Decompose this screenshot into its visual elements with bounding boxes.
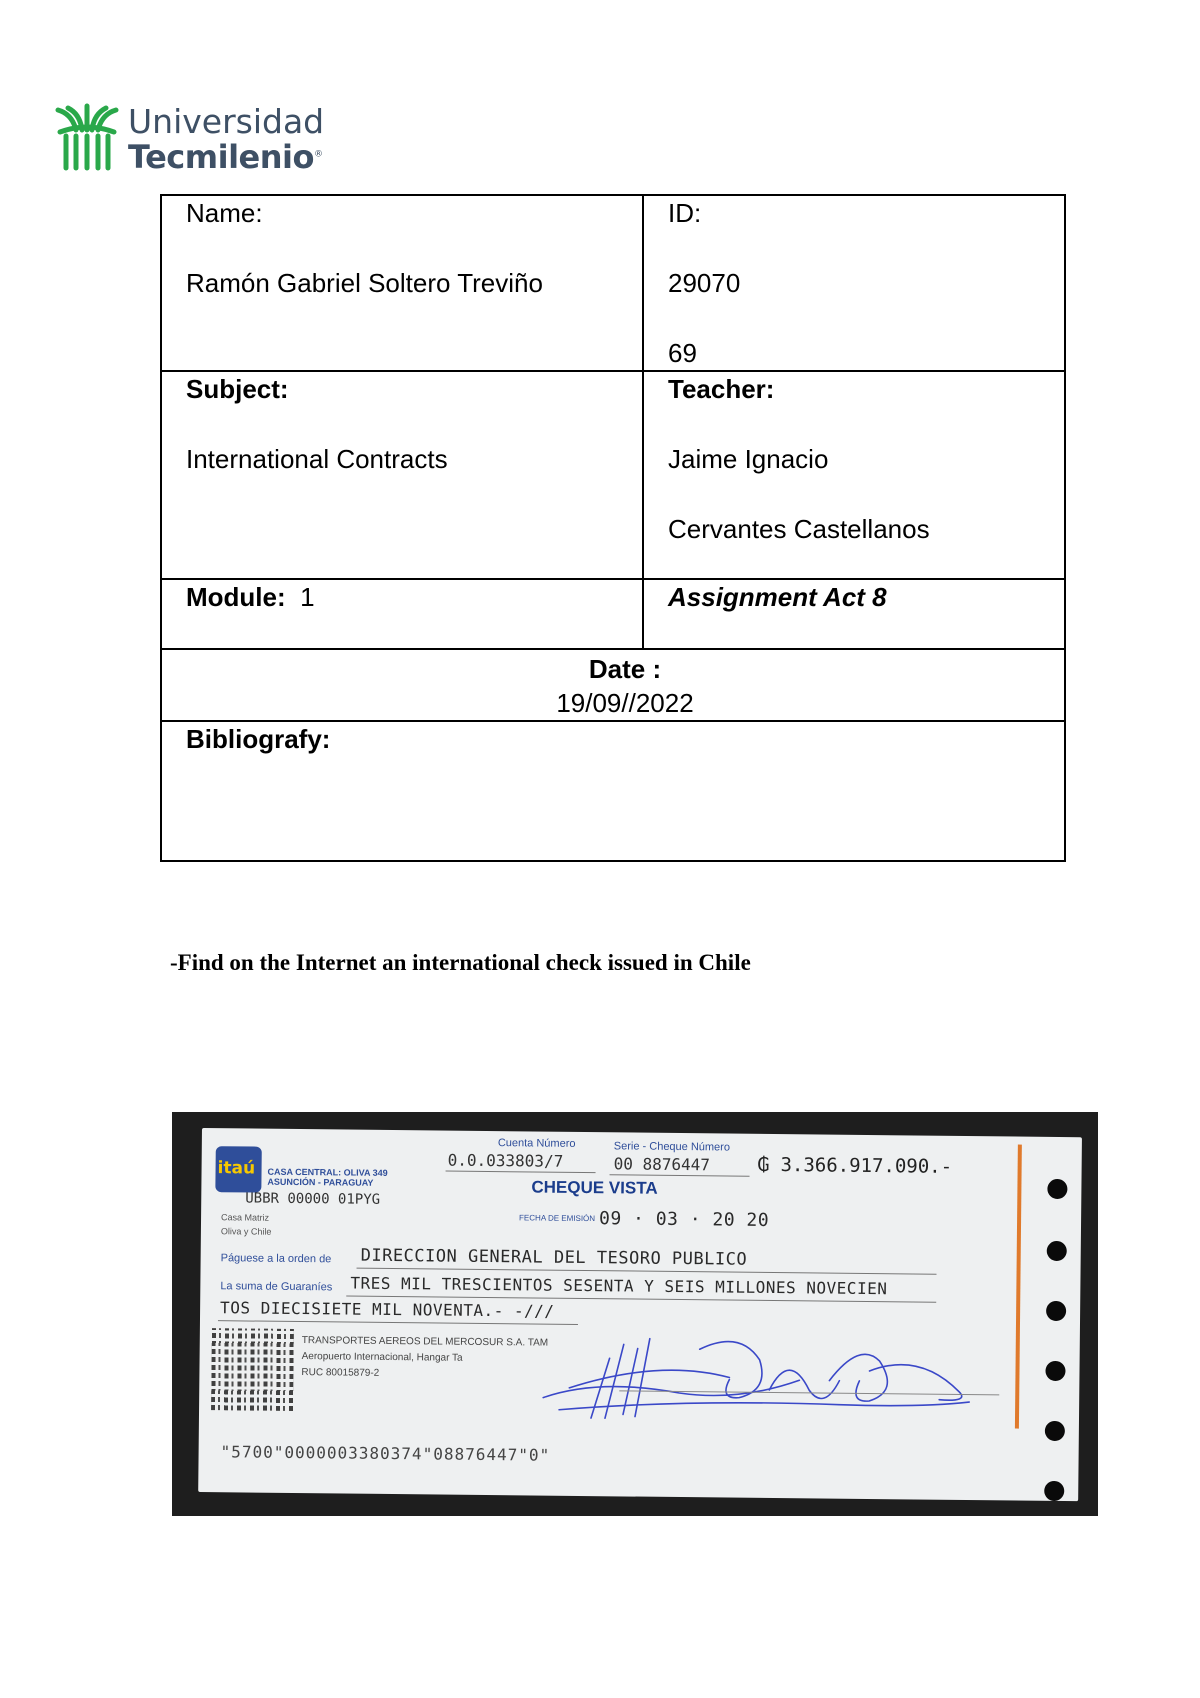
issue-date-label: FECHA DE EMISIÓN xyxy=(519,1213,596,1224)
cheque-photo xyxy=(172,1112,1098,1516)
id-label: ID: xyxy=(668,198,702,228)
subject-label: Subject: xyxy=(186,374,289,404)
id-value-line2: 69 xyxy=(668,338,697,368)
account-label: Cuenta Número xyxy=(497,1137,576,1150)
name-label: Name: xyxy=(186,198,263,228)
drawer-line3: RUC 80015879-2 xyxy=(301,1367,380,1379)
module-cell xyxy=(161,579,643,649)
cheque-type: CHEQUE VISTA xyxy=(531,1177,658,1198)
sum-label: La suma de Guaraníes xyxy=(220,1280,333,1294)
serial-label: Serie - Cheque Número xyxy=(613,1140,731,1154)
office-line2: Oliva y Chile xyxy=(220,1226,272,1237)
teacher-cell xyxy=(643,371,1065,579)
module-label: Module: xyxy=(186,582,286,612)
bank-branch-line1: CASA CENTRAL: OLIVA 349 xyxy=(267,1166,388,1178)
pay-to-label: Páguese a la orden de xyxy=(220,1252,332,1266)
bank-branch-line2: ASUNCIÓN - PARAGUAY xyxy=(267,1176,374,1188)
sum-words-line2: TOS DIECISIETE MIL NOVENTA.- -/// xyxy=(220,1298,555,1321)
subject-value: International Contracts xyxy=(186,444,448,474)
office-line1: Casa Matriz xyxy=(221,1212,270,1223)
name-cell xyxy=(161,195,643,371)
serial-number: 00 8876447 xyxy=(613,1154,711,1175)
module-value: 1 xyxy=(300,582,315,612)
tecmilenio-emblem-icon xyxy=(52,102,122,172)
teacher-label: Teacher: xyxy=(668,374,775,404)
pay-to-name: DIRECCION GENERAL DEL TESORO PUBLICO xyxy=(360,1245,748,1270)
assignment-cell xyxy=(643,579,1065,649)
date-value: 19/09//2022 xyxy=(556,688,694,718)
task-instruction: -Find on the Internet an international check issued in Chile xyxy=(170,950,751,975)
subject-cell xyxy=(161,371,643,579)
drawer-line2: Aeropuerto Internacional, Hangar Ta xyxy=(301,1351,463,1364)
cheque-code: UBBR 00000 01PYG xyxy=(245,1190,381,1208)
name-value: Ramón Gabriel Soltero Treviño xyxy=(186,268,543,298)
logo-text-tecmilenio: Tecmilenio® xyxy=(128,138,323,176)
bibliography-cell xyxy=(161,721,1065,861)
teacher-value-line1: Jaime Ignacio xyxy=(668,444,829,474)
cheque xyxy=(198,1128,1082,1501)
account-number: 0.0.033803/7 xyxy=(447,1150,564,1171)
issue-date: 09 · 03 · 20 20 xyxy=(598,1208,770,1231)
student-info-table xyxy=(160,194,1066,862)
teacher-value-line2: Cervantes Castellanos xyxy=(668,514,930,544)
date-label: Date : xyxy=(588,654,662,684)
assignment-title: Assignment Act 8 xyxy=(668,582,887,612)
cheque-amount: ₲ 3.366.917.090.- xyxy=(757,1153,953,1178)
id-cell xyxy=(643,195,1065,371)
bibliography-label: Bibliografy: xyxy=(186,724,331,754)
drawer-line1: TRANSPORTES AEREOS DEL MERCOSUR S.A. TAM xyxy=(301,1335,549,1349)
id-value-line1: 29070 xyxy=(668,268,741,298)
signature xyxy=(539,1318,980,1433)
university-logo xyxy=(52,98,325,178)
itau-logo: itaú xyxy=(215,1146,261,1192)
logo-text-universidad: Universidad xyxy=(128,102,325,141)
date-cell xyxy=(161,649,1065,721)
micr-line: "5700"0000003380374"08876447"0" xyxy=(220,1442,551,1465)
sum-words-line1: TRES MIL TRESCIENTOS SESENTA Y SEIS MILLONES NOVECIEN xyxy=(350,1273,888,1299)
